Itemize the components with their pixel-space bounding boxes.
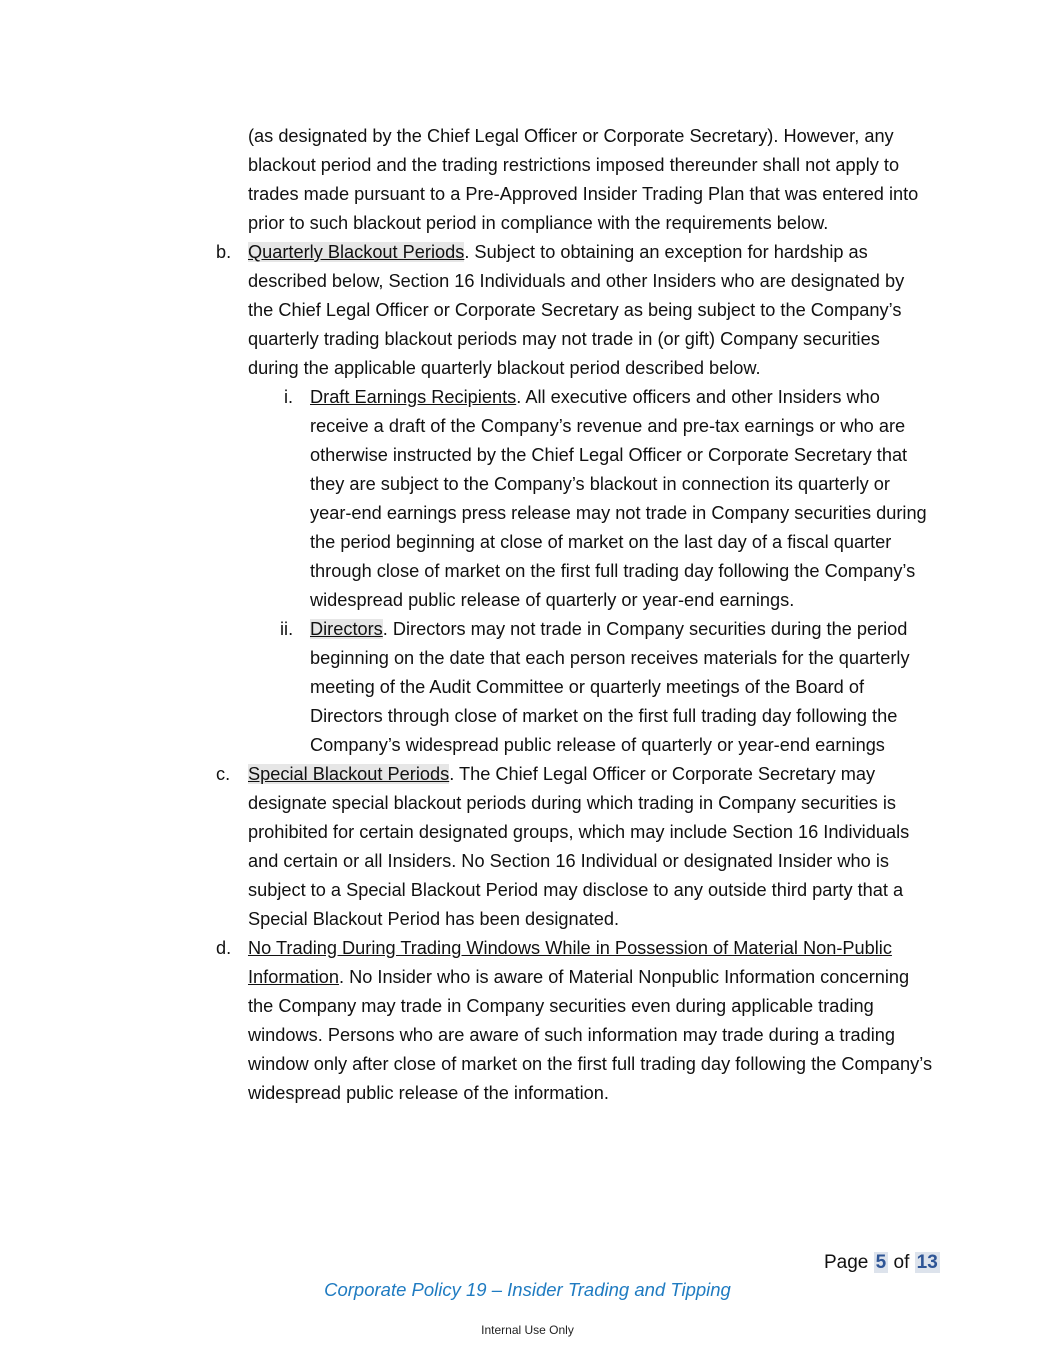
section-heading: Directors bbox=[310, 619, 383, 639]
list-item-i bbox=[216, 383, 934, 615]
list-marker: c. bbox=[216, 764, 231, 784]
section-text: . All executive officers and other Insiders who receive a draft of the Company’s revenue and pre-tax earnings or who are otherwise instructed by the Chief Legal Officer or Corporate Secretary that they are subject to the Company’s blackout in connection its quarterly or year-end earnings press release may not trade in Company securities during the period beginning at close of market on the last day of a fiscal quarter through close of market on the first full trading day following the Company’s widespread public release of quarterly or year-end earnings. bbox=[310, 387, 927, 610]
section-heading: Quarterly Blackout Periods bbox=[248, 242, 465, 262]
document-body bbox=[216, 122, 934, 1108]
list-item-c bbox=[216, 760, 934, 934]
list-marker: ii. bbox=[280, 619, 294, 639]
policy-title: Corporate Policy 19 – Insider Trading and Tipping bbox=[324, 1279, 731, 1300]
continuation-paragraph: (as designated by the Chief Legal Officer or Corporate Secretary). However, any blackout period and the trading restrictions imposed thereunder shall not apply to trades made pursuant to a Pre-Approved Insider Trading Plan that was entered into prior to such blackout period in compliance with the requirements below. bbox=[248, 126, 919, 233]
page-number bbox=[824, 1252, 940, 1274]
list-marker: i. bbox=[284, 387, 294, 407]
classification-label: Internal Use Only bbox=[481, 1323, 574, 1337]
section-text: . No Insider who is aware of Material Nonpublic Information concerning the Company may trade in Company securities even during applicable trading windows. Persons who are aware of such information may trade during a trading window only after close of market on the first full trading day following the Company’s widespread public release of the information. bbox=[248, 967, 933, 1103]
page-of-label: of bbox=[893, 1252, 910, 1273]
page-current: 5 bbox=[875, 1252, 887, 1273]
list-marker: b. bbox=[216, 242, 232, 262]
section-heading: Draft Earnings Recipients bbox=[310, 387, 517, 407]
section-heading: Special Blackout Periods bbox=[248, 764, 450, 784]
section-text: . The Chief Legal Officer or Corporate Secretary may designate special blackout periods during which trading in Company securities is prohibited for certain designated groups, which may include Section 16 Individuals and certain or all Insiders. No Section 16 Individual or designated Insider who is subject to a Special Blackout Period may disclose to any outside third party that a Special Blackout Period has been designated. bbox=[248, 764, 910, 929]
section-text: . Directors may not trade in Company securities during the period beginning on the date that each person receives materials for the quarterly meeting of the Audit Committee or quarterly meetings of the Board of Directors through close of market on the first full trading day following the Company’s widespread public release of quarterly or year-end earnings bbox=[310, 619, 910, 755]
list-item-d bbox=[216, 934, 934, 1108]
page-label: Page bbox=[824, 1252, 869, 1273]
list-marker: d. bbox=[216, 938, 232, 958]
list-item-b bbox=[216, 238, 934, 383]
list-item-ii bbox=[216, 615, 934, 760]
section-text: . Subject to obtaining an exception for hardship as described below, Section 16 Individuals and other Insiders who are designated by the Chief Legal Officer or Corporate Secretary as being subject to the Company’s quarterly trading blackout periods may not trade in (or gift) Company securities during the applicable quarterly blackout period described below. bbox=[248, 242, 905, 378]
page-total: 13 bbox=[916, 1252, 938, 1273]
section-heading: No Trading During Trading Windows While in Possession of Material Non-Public Information bbox=[248, 938, 892, 987]
